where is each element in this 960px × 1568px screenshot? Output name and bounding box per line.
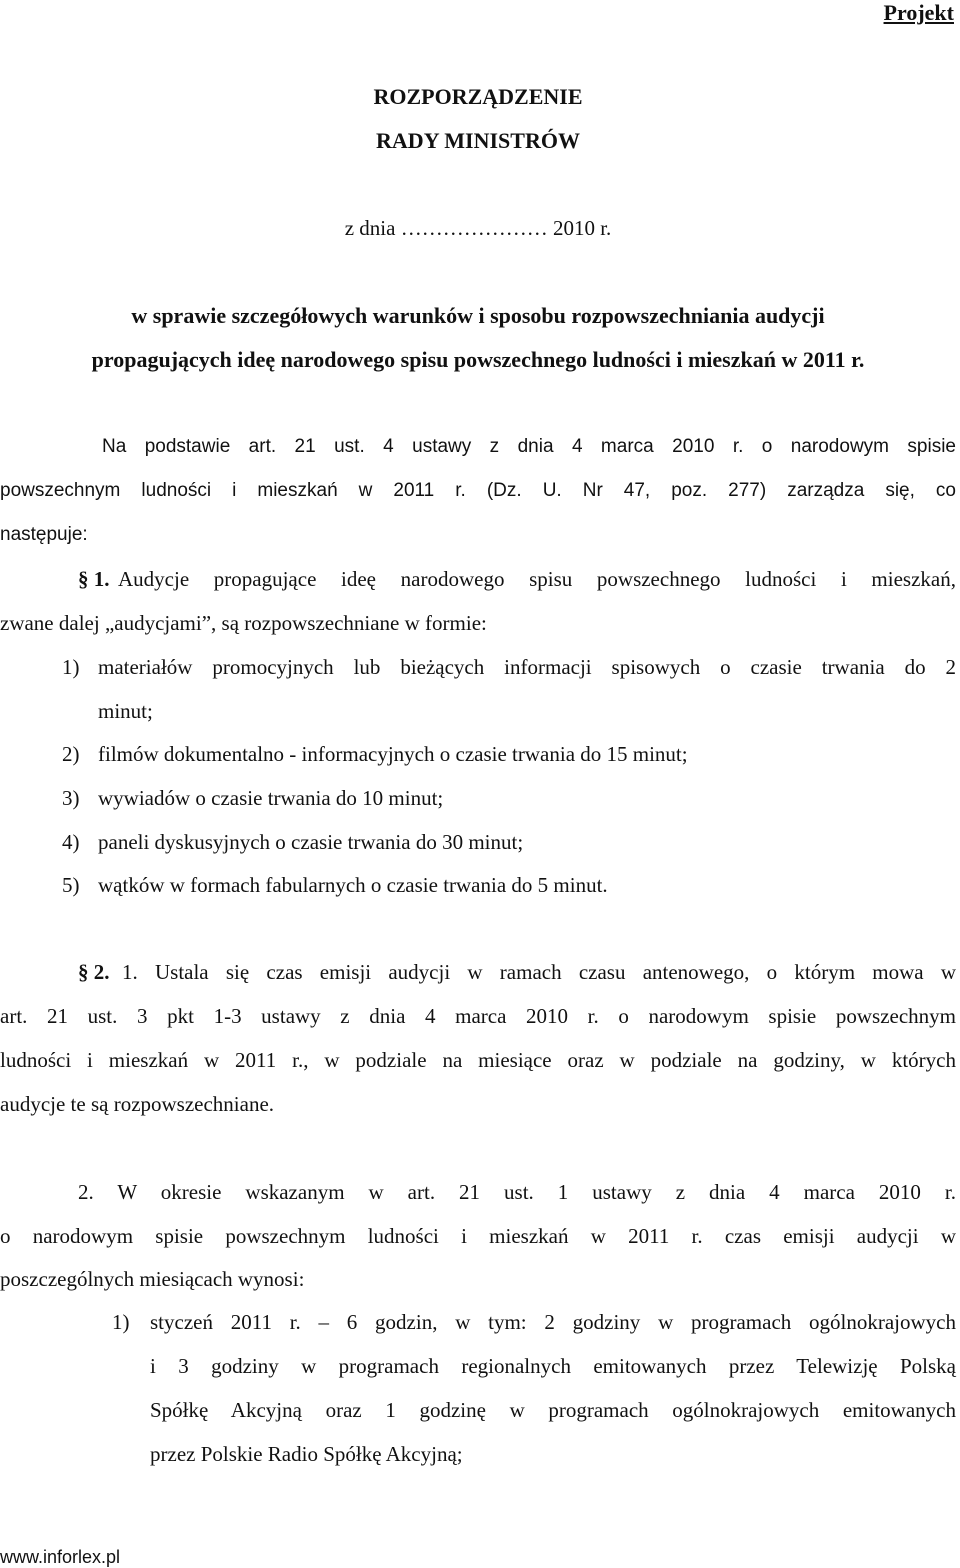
section-2-p2-line2: o narodowym spisie powszechnym ludności i mieszkań w 2011 r. czas emisji audycji w [0, 1224, 956, 1248]
section-1-item-3-num: 3) [62, 786, 80, 810]
section-1-item-1-num: 1) [62, 655, 80, 679]
subject-line2: propagujących ideę narodowego spisu powszechnego ludności i mieszkań w 2011 r. [91, 347, 865, 372]
section-1-item-5-num: 5) [62, 873, 80, 897]
section-2-item-1-line4: przez Polskie Radio Spółkę Akcyjną; [150, 1442, 463, 1466]
document-title-line1: ROZPORZĄDZENIE [373, 84, 583, 109]
section-2-item-1-line3: Spółkę Akcyjną oraz 1 godzinę w programach ogólnokrajowych emitowanych [150, 1398, 956, 1422]
section-2-p2-line3: poszczególnych miesiącach wynosi: [0, 1267, 305, 1291]
footer-site-link[interactable]: www.inforlex.pl [0, 1547, 121, 1567]
section-1-mark: § 1. [78, 567, 110, 591]
section-1-item-1-line2: minut; [98, 699, 153, 723]
section-2-item-1-num: 1) [112, 1310, 130, 1334]
section-2-item-1-line2: i 3 godziny w programach regionalnych emitowanych przez Telewizję Polską [150, 1354, 956, 1378]
section-1-item-4-line1: paneli dyskusyjnych o czasie trwania do 30 minut; [98, 830, 524, 854]
preamble-line2: powszechnym ludności i mieszkań w 2011 r. (Dz. U. Nr 47, poz. 277) zarządza się, co [0, 480, 956, 501]
section-1-line2: zwane dalej „audycjami”, są rozpowszechniane w formie: [0, 611, 487, 635]
preamble-line1: Na podstawie art. 21 ust. 4 ustawy z dnia 4 marca 2010 r. o narodowym spisie [102, 436, 956, 457]
section-1-line1: Audycje propagujące ideę narodowego spisu powszechnego ludności i mieszkań, [118, 567, 956, 591]
section-1-item-5-line1: wątków w formach fabularnych o czasie trwania do 5 minut. [98, 873, 608, 897]
document-date: z dnia ………………… 2010 r. [344, 216, 612, 240]
section-2-p1-line4: audycje te są rozpowszechniane. [0, 1092, 275, 1116]
section-2-p1-line3: ludności i mieszkań w 2011 r., w podziale na miesiące oraz w podziale na godziny, w których [0, 1048, 956, 1072]
subject-line1: w sprawie szczegółowych warunków i sposobu rozpowszechniania audycji [131, 303, 825, 328]
preamble-line3: następuje: [0, 524, 88, 545]
document-title-line2: RADY MINISTRÓW [376, 128, 580, 153]
section-1-item-3-line1: wywiadów o czasie trwania do 10 minut; [98, 786, 444, 810]
section-2-item-1-line1: styczeń 2011 r. – 6 godzin, w tym: 2 godziny w programach ogólnokrajowych [150, 1310, 956, 1334]
section-1-item-2-line1: filmów dokumentalno - informacyjnych o czasie trwania do 15 minut; [98, 742, 688, 766]
section-1-item-2-num: 2) [62, 742, 80, 766]
section-2-p2-line1: 2. W okresie wskazanym w art. 21 ust. 1 ustawy z dnia 4 marca 2010 r. [78, 1180, 956, 1204]
section-1-item-4-num: 4) [62, 830, 80, 854]
section-2-p1-line2: art. 21 ust. 3 pkt 1-3 ustawy z dnia 4 marca 2010 r. o narodowym spisie powszechnym [0, 1004, 956, 1028]
projekt-label: Projekt [883, 0, 954, 25]
section-1-item-1-line1: materiałów promocyjnych lub bieżących informacji spisowych o czasie trwania do 2 [98, 655, 956, 679]
section-2-mark: § 2. [78, 960, 110, 984]
section-2-p1-line1: 1. Ustala się czas emisji audycji w ramach czasu antenowego, o którym mowa w [122, 960, 956, 984]
